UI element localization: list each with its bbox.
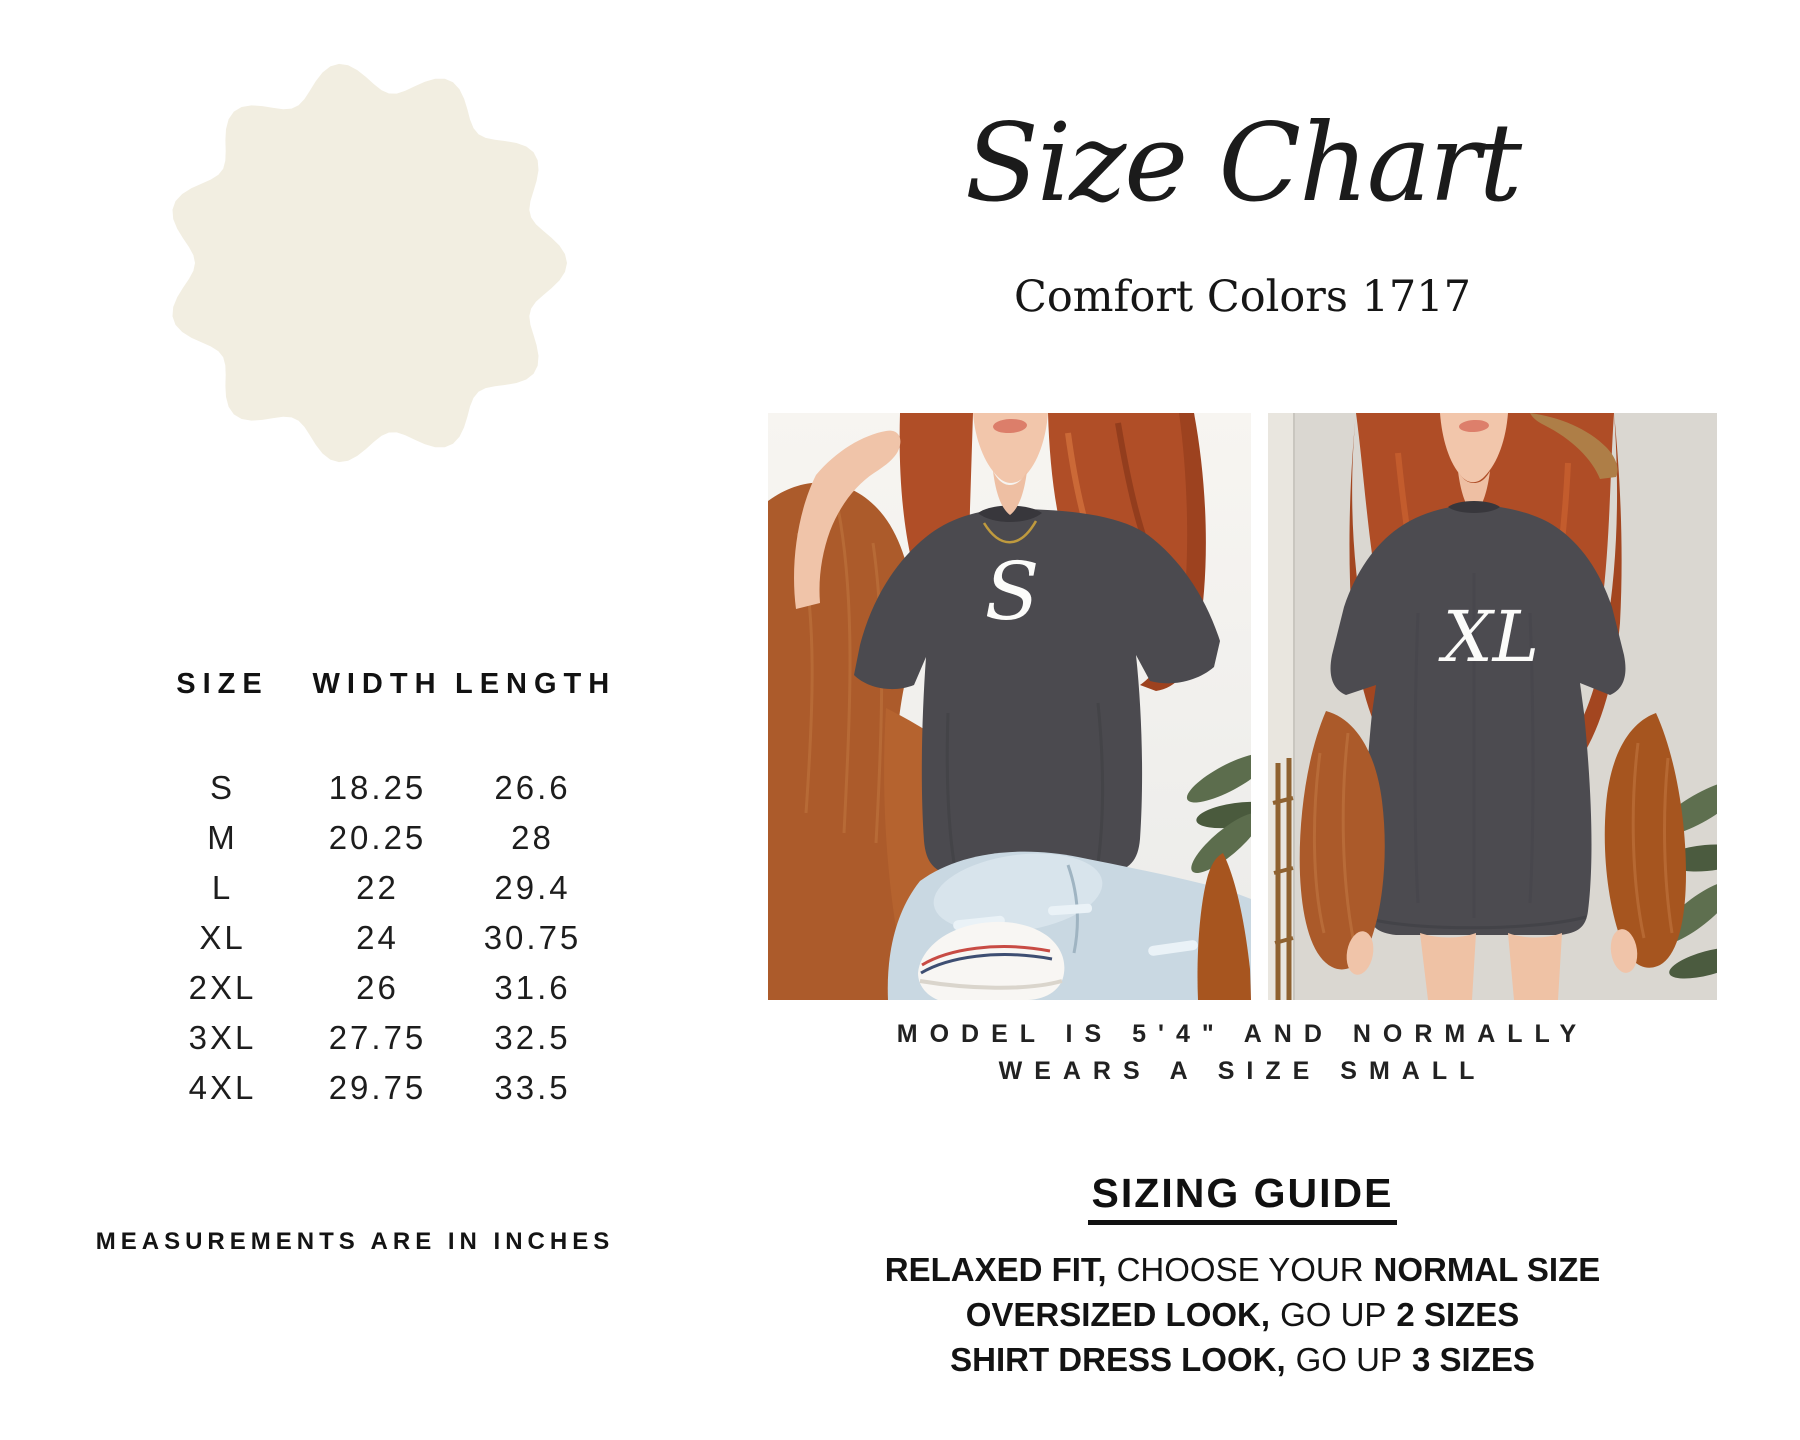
sizing-guide-line-oversized bbox=[768, 1292, 1717, 1337]
guide-bold-text: RELAXED FIT, bbox=[884, 1251, 1107, 1288]
cell-size: L bbox=[211, 869, 234, 906]
column-header-length: LENGTH bbox=[455, 668, 617, 700]
cell-size: 3XL bbox=[188, 1019, 257, 1056]
model-caption-line2: WEARS A SIZE SMALL bbox=[998, 1057, 1487, 1085]
table-row bbox=[145, 1063, 610, 1113]
guide-bold-text: 3 SIZES bbox=[1412, 1341, 1535, 1378]
table-row bbox=[145, 763, 610, 813]
guide-bold-text: SHIRT DRESS LOOK, bbox=[950, 1341, 1286, 1378]
page-title: Size Chart bbox=[964, 101, 1521, 226]
shirt-size-label-s: S bbox=[984, 545, 1040, 638]
cell-length: 33.5 bbox=[494, 1069, 571, 1106]
column-header-size: SIZE bbox=[176, 668, 269, 700]
table-row bbox=[145, 913, 610, 963]
cell-length: 28 bbox=[511, 819, 554, 856]
sizing-guide-heading-wrap bbox=[768, 1170, 1717, 1225]
measurements-note: MEASUREMENTS ARE IN INCHES bbox=[95, 1228, 615, 1255]
cell-width: 18.25 bbox=[328, 769, 427, 806]
guide-bold-text: OVERSIZED LOOK, bbox=[965, 1296, 1271, 1333]
guide-regular-text: GO UP bbox=[1280, 1296, 1387, 1333]
cell-size: XL bbox=[199, 919, 246, 956]
guide-regular-text: GO UP bbox=[1295, 1341, 1402, 1378]
cell-size: 2XL bbox=[188, 969, 257, 1006]
size-table-body bbox=[145, 763, 610, 1113]
cell-length: 32.5 bbox=[494, 1019, 571, 1056]
cell-width: 27.75 bbox=[328, 1019, 427, 1056]
table-row bbox=[145, 963, 610, 1013]
cell-width: 20.25 bbox=[328, 819, 427, 856]
model-caption-line1: MODEL IS 5'4" AND NORMALLY bbox=[896, 1020, 1589, 1048]
size-table-header bbox=[145, 668, 617, 701]
cell-length: 26.6 bbox=[494, 769, 571, 806]
sizing-guide-lines bbox=[768, 1247, 1717, 1382]
cell-length: 29.4 bbox=[494, 869, 571, 906]
cell-size: 4XL bbox=[188, 1069, 257, 1106]
sizing-guide-heading: SIZING GUIDE bbox=[1088, 1170, 1398, 1225]
guide-bold-text: 2 SIZES bbox=[1396, 1296, 1520, 1333]
cell-length: 30.75 bbox=[483, 919, 582, 956]
cell-length: 31.6 bbox=[494, 969, 571, 1006]
cell-size: S bbox=[209, 769, 235, 806]
model-photo-size-s bbox=[768, 413, 1251, 1000]
cell-width: 29.75 bbox=[328, 1069, 427, 1106]
shirt-size-label-xl: XL bbox=[1442, 596, 1540, 678]
guide-regular-text: CHOOSE YOUR bbox=[1116, 1251, 1364, 1288]
model-photo-size-xl bbox=[1268, 413, 1717, 1000]
cell-width: 22 bbox=[356, 869, 399, 906]
table-row bbox=[145, 813, 610, 863]
sizing-guide-line-shirtdress bbox=[768, 1337, 1717, 1382]
model-caption bbox=[768, 1016, 1717, 1090]
page-subtitle: Comfort Colors 1717 bbox=[1013, 272, 1472, 322]
guide-bold-text: NORMAL SIZE bbox=[1373, 1251, 1601, 1288]
table-row bbox=[145, 1013, 610, 1063]
flower-shape-path bbox=[173, 64, 568, 462]
cell-size: M bbox=[207, 819, 238, 856]
cell-width: 24 bbox=[356, 919, 399, 956]
cell-width: 26 bbox=[356, 969, 399, 1006]
table-row bbox=[145, 863, 610, 913]
flower-shape bbox=[158, 55, 574, 471]
sizing-guide-line-relaxed bbox=[768, 1247, 1717, 1292]
column-header-width: WIDTH bbox=[312, 668, 443, 700]
